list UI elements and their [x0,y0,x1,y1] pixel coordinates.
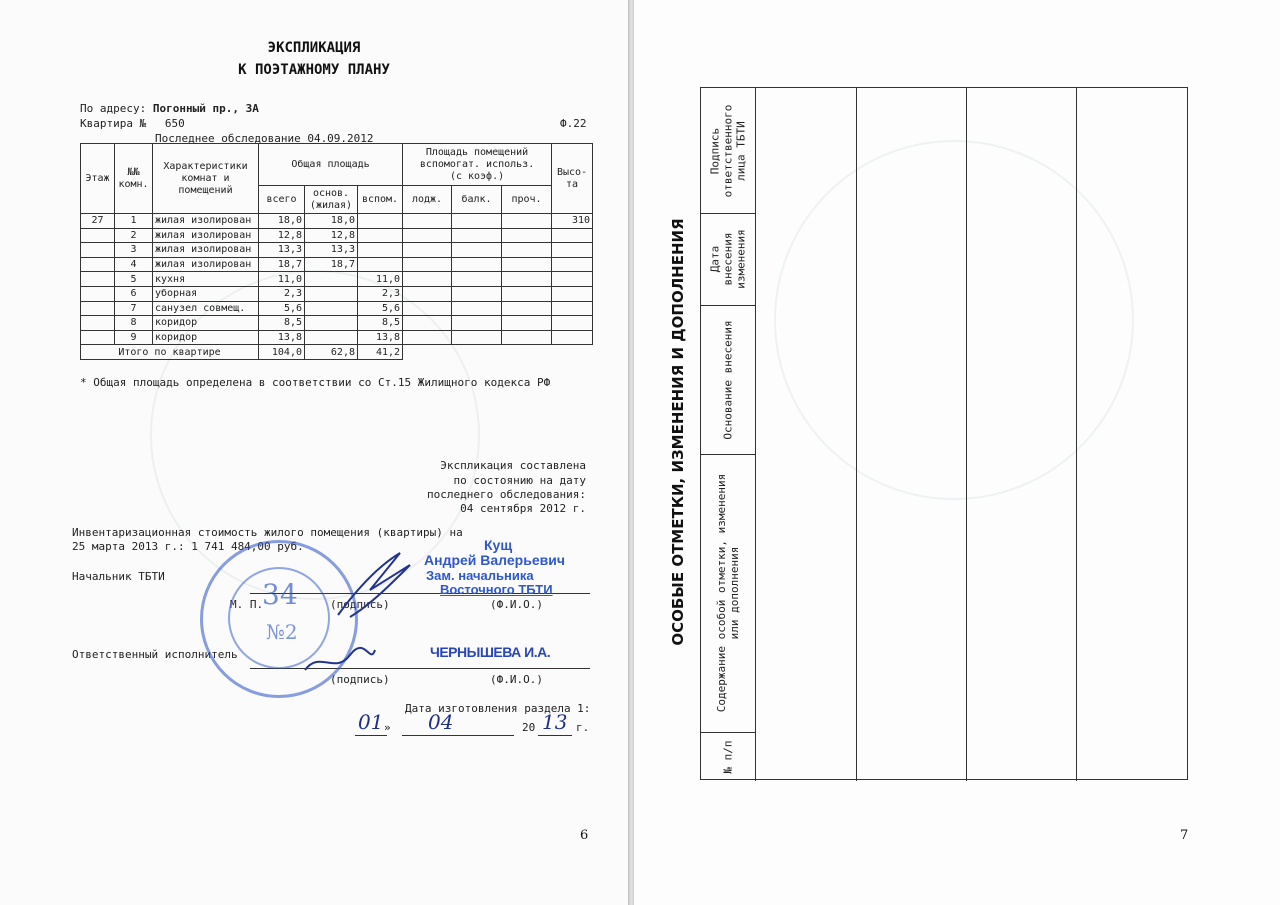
table-row [81,228,593,243]
explication-table [80,143,593,360]
date-day-line [355,735,387,736]
col-main: основ. (жилая) [305,186,358,214]
right-page-number: 7 [1180,828,1189,843]
notes-grid [700,87,1188,780]
cell-floor: 27 [81,214,115,229]
cell-empty [403,301,452,316]
cell-total: 13,3 [259,243,305,258]
cell-floor [81,316,115,331]
cell-aux: 2,3 [358,286,403,301]
inventory-line-1: Инвентаризационная стоимость жилого помещения (квартиры) на [72,526,463,539]
cell-total: 2,3 [259,286,305,301]
total-total: 104,0 [259,345,305,360]
cell-empty [403,286,452,301]
cell-empty [502,316,552,331]
cell-height: 310 [552,214,593,229]
header-number-text: № п/п [721,739,735,774]
cell-no: 3 [115,243,153,258]
apartment-number: 650 [164,117,185,130]
cell-main [305,272,358,287]
col-floor: Этаж [81,144,115,214]
cell-empty [452,272,502,287]
cell-floor [81,257,115,272]
table-row [81,330,593,345]
grid-col-divider [856,88,857,781]
total-aux: 41,2 [358,345,403,360]
date-day: 01 [358,710,384,734]
executor-signature-scribble [300,640,380,680]
grid-col-divider [755,88,756,781]
round-seal-sub: №2 [266,620,298,644]
table-row [81,316,593,331]
cell-total: 8,5 [259,316,305,331]
table-row [81,257,593,272]
cell-aux: 5,6 [358,301,403,316]
table-row [81,301,593,316]
cell-empty [403,243,452,258]
right-page-title: ОСОБЫЕ ОТМЕТКИ, ИЗМЕНЕНИЯ И ДОПОЛНЕНИЯ [669,218,687,646]
cell-name: жилая изолирован [153,228,259,243]
left-page-number: 6 [580,828,589,843]
cell-total: 18,7 [259,257,305,272]
cell-no: 8 [115,316,153,331]
cell-height [552,286,593,301]
cell-no: 9 [115,330,153,345]
cell-height [552,257,593,272]
header-basis [701,305,755,454]
cell-empty [502,286,552,301]
cell-height [552,272,593,287]
cell-no: 4 [115,257,153,272]
cell-empty [452,257,502,272]
responsible-fio-caption: (Ф.И.О.) [490,673,543,686]
chief-fio-caption: (Ф.И.О.) [490,598,543,611]
cell-height [552,301,593,316]
address-value: Погонный пр., 3А [152,102,259,115]
compiled-date: 04 сентября 2012 г. [460,502,586,515]
cell-main [305,316,358,331]
stamp-office: Восточного ТБТИ [440,582,553,597]
cell-aux [358,214,403,229]
col-room-no: №№ комн. [115,144,153,214]
chief-signature-scribble [330,545,420,625]
cell-height [552,330,593,345]
survey-line: Последнее обследование 04.09.2012 [155,132,374,145]
cell-empty [403,214,452,229]
cell-name: жилая изолирован [153,214,259,229]
cell-aux: 8,5 [358,316,403,331]
cell-main [305,286,358,301]
col-loggia: лодж. [403,186,452,214]
address-label: По адресу: [80,102,147,115]
table-row [81,214,593,229]
cell-empty [452,301,502,316]
header-date-text: Дата внесения изменения [708,229,748,289]
date-year-prefix: 20 [522,721,536,734]
cell-name: санузел совмещ. [153,301,259,316]
col-total-area: Общая площадь [259,144,403,186]
header-basis-text: Основание внесения [721,319,735,440]
footnote: * Общая площадь определена в соответствии со Ст.15 Жилищного кодекса РФ [80,376,551,389]
col-total: всего [259,186,305,214]
cell-no: 6 [115,286,153,301]
header-signature-text: Подпись ответственного лица ТБТИ [708,104,748,197]
cell-empty [502,330,552,345]
cell-no: 7 [115,301,153,316]
compiled-line-3: последнего обследования: [427,488,586,501]
date-quote: » [384,721,391,734]
cell-aux [358,228,403,243]
date-year-line [538,735,572,736]
cell-empty [452,330,502,345]
chief-label: Начальник ТБТИ [72,570,165,583]
cell-empty [403,316,452,331]
cell-aux: 11,0 [358,272,403,287]
cell-main: 18,0 [305,214,358,229]
table-total-row [81,345,593,360]
cell-empty [452,243,502,258]
compiled-line-1: Экспликация составлена [440,459,586,472]
cell-empty [403,272,452,287]
apartment-row [80,117,185,130]
table-row [81,272,593,287]
cell-empty [403,330,452,345]
cell-height [552,228,593,243]
col-aux-area: Площадь помещений вспомогат. использ. (с коэф.) [403,144,552,186]
doc-subtitle: К ПОЭТАЖНОМУ ПЛАНУ [238,62,390,78]
cell-empty [502,257,552,272]
cell-floor [81,243,115,258]
header-content-text: Содержание особой отметки, изменения или дополнения [715,473,741,713]
total-main: 62,8 [305,345,358,360]
header-content [701,454,755,732]
header-signature [701,88,755,213]
cell-main: 13,3 [305,243,358,258]
col-height: Высо- та [552,144,593,214]
header-number [701,732,755,781]
cell-empty [502,301,552,316]
cell-main [305,330,358,345]
cell-height [552,316,593,331]
cell-empty [502,228,552,243]
cell-total: 12,8 [259,228,305,243]
header-date [701,213,755,305]
cell-name: жилая изолирован [153,257,259,272]
cell-empty [502,243,552,258]
inventory-line-2: 25 марта 2013 г.: 1 741 484,00 руб. [72,540,304,553]
stamp-name: Андрей Валерьевич [424,552,565,568]
address-row [80,102,259,115]
col-other: проч. [502,186,552,214]
cell-main: 12,8 [305,228,358,243]
date-month-line [402,735,514,736]
compiled-line-2: по состоянию на дату [453,474,586,487]
col-balcony: балк. [452,186,502,214]
executor-stamp: ЧЕРНЫШЕВА И.А. [430,644,551,660]
cell-floor [81,301,115,316]
grid-col-divider [1076,88,1077,781]
grid-col-divider [966,88,967,781]
cell-empty [403,257,452,272]
cell-empty [452,286,502,301]
cell-total: 11,0 [259,272,305,287]
cell-total: 18,0 [259,214,305,229]
cell-name: жилая изолирован [153,243,259,258]
col-characteristics: Характеристики комнат и помещений [153,144,259,214]
cell-floor [81,330,115,345]
date-month: 04 [428,710,454,734]
cell-main: 18,7 [305,257,358,272]
cell-aux [358,243,403,258]
cell-height [552,243,593,258]
date-label: Дата изготовления раздела 1: [405,702,591,715]
cell-empty [502,214,552,229]
chief-signature-caption: (подпись) [330,598,390,611]
cell-no: 2 [115,228,153,243]
cell-floor [81,272,115,287]
cell-name: уборная [153,286,259,301]
cell-main [305,301,358,316]
cell-floor [81,228,115,243]
form-code: Ф.22 [560,117,587,130]
col-aux: вспом. [358,186,403,214]
apartment-label: Квартира № [80,117,147,130]
cell-aux [358,257,403,272]
cell-aux: 13,8 [358,330,403,345]
table-row [81,286,593,301]
cell-total: 5,6 [259,301,305,316]
stamp-surname: Кущ [484,537,513,553]
table-row [81,243,593,258]
cell-empty [452,228,502,243]
date-year: 13 [542,710,568,734]
cell-empty [502,272,552,287]
cell-no: 1 [115,214,153,229]
cell-empty [452,214,502,229]
date-suffix: г. [576,721,590,734]
cell-name: коридор [153,330,259,345]
total-label: Итого по квартире [81,345,259,360]
cell-empty [452,316,502,331]
mp-label: М. П. [230,598,264,611]
cell-name: кухня [153,272,259,287]
cell-floor [81,286,115,301]
cell-empty [403,228,452,243]
cell-total: 13,8 [259,330,305,345]
responsible-signature-caption: (подпись) [330,673,390,686]
cell-no: 5 [115,272,153,287]
cell-name: коридор [153,316,259,331]
responsible-label: Ответственный исполнитель [72,648,238,661]
stamp-position: Зам. начальника [426,568,534,583]
doc-title: ЭКСПЛИКАЦИЯ [267,40,361,56]
round-seal-number: 34 [262,578,298,611]
